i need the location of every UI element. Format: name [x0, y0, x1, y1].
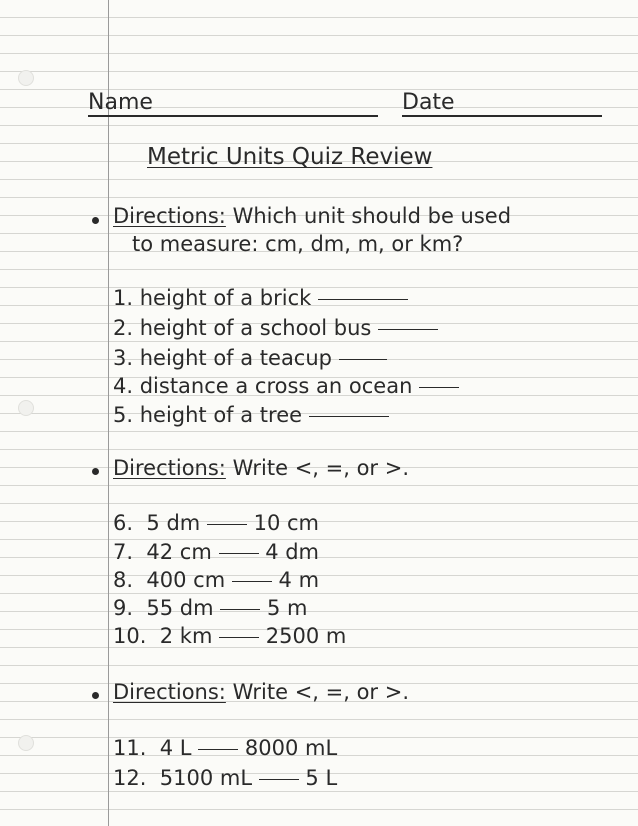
- list-item: 9. 55 dm 5 m: [113, 596, 308, 620]
- directions-text: Write <, =, or >.: [232, 456, 410, 480]
- answer-blank: [219, 552, 259, 554]
- list-item: 11. 4 L 8000 mL: [113, 736, 338, 760]
- directions-label: Directions:: [113, 456, 226, 480]
- bullet: [92, 468, 99, 475]
- name-label: Name: [88, 90, 153, 115]
- answer-blank: [419, 386, 459, 388]
- list-item: 8. 400 cm 4 m: [113, 568, 320, 592]
- section3-directions: [113, 682, 409, 703]
- date-label: Date: [402, 90, 455, 115]
- directions-text-continued: to measure: cm, dm, m, or km?: [132, 232, 464, 256]
- answer-blank: [220, 608, 260, 610]
- punch-hole: [18, 400, 34, 416]
- directions-text: Write <, =, or >.: [232, 680, 410, 704]
- page-title: Metric Units Quiz Review: [147, 144, 433, 170]
- answer-blank: [198, 748, 238, 750]
- list-item: 12. 5100 mL 5 L: [113, 766, 338, 790]
- section1-directions: [113, 206, 511, 227]
- name-blank: [88, 115, 378, 117]
- list-item: 6. 5 dm 10 cm: [113, 511, 320, 535]
- directions-label: Directions:: [113, 680, 226, 704]
- list-item: 2. height of a school bus: [113, 318, 438, 339]
- answer-blank: [318, 298, 408, 300]
- list-item: 1. height of a brick: [113, 288, 408, 309]
- date-blank: [402, 115, 602, 117]
- list-item: 5. height of a tree: [113, 405, 389, 426]
- answer-blank: [309, 415, 389, 417]
- answer-blank: [207, 523, 247, 525]
- punch-hole: [18, 735, 34, 751]
- answer-blank: [232, 580, 272, 582]
- list-item: 4. distance a cross an ocean: [113, 376, 459, 397]
- list-item: 10. 2 km 2500 m: [113, 624, 347, 648]
- answer-blank: [259, 778, 299, 780]
- section2-directions: [113, 458, 409, 479]
- bullet: [92, 217, 99, 224]
- answer-blank: [339, 358, 387, 360]
- answer-blank: [378, 328, 438, 330]
- list-item: 3. height of a teacup: [113, 348, 387, 369]
- directions-label: Directions:: [113, 204, 226, 228]
- margin-line: [108, 0, 109, 826]
- list-item: 7. 42 cm 4 dm: [113, 540, 320, 564]
- bullet: [92, 692, 99, 699]
- directions-text: Which unit should be used: [232, 204, 512, 228]
- punch-hole: [18, 70, 34, 86]
- answer-blank: [219, 636, 259, 638]
